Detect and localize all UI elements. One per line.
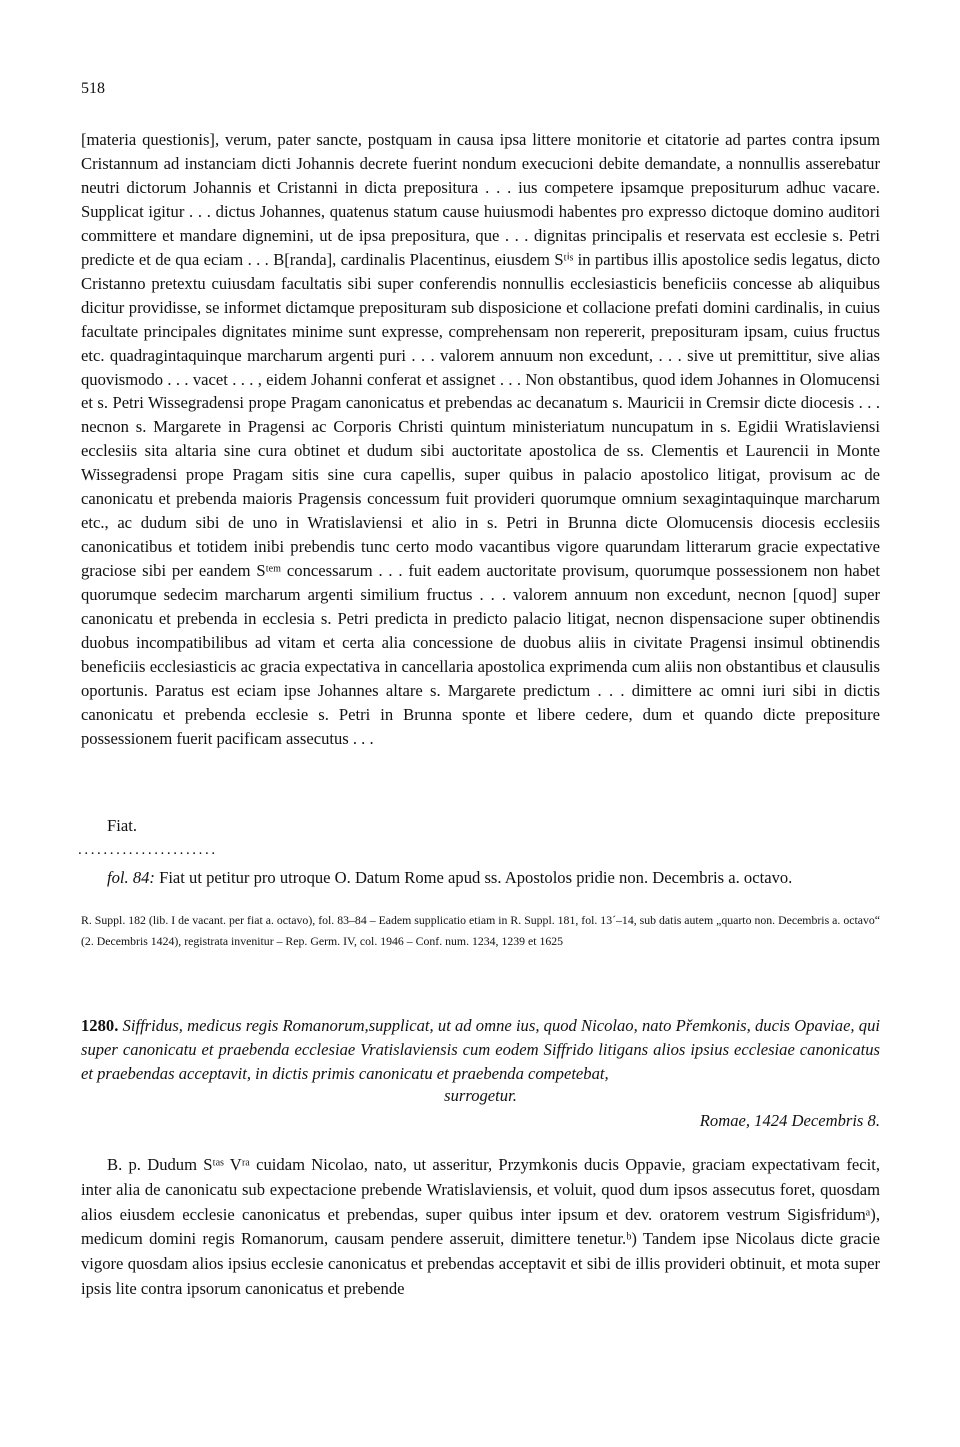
critical-apparatus: R. Suppl. 182 (lib. I de vacant. per fiat a. octavo), fol. 83–84 – Eadem supplicatio etiam in R. Suppl. 181, fol. 13´–14, sub datis autem „quarto non. Decembris a. octavo“ (2. Decembris 1424), registrata invenitur – Rep. Germ. IV, col. 1946 – Conf. num. 1234, 1239 et 1625	[81, 913, 880, 948]
body-text-paragraph: B. p. Dudum Sᵗᵃˢ Vʳᵃ cuidam Nicolao, nato, ut asseritur, Przymkonis ducis Oppavie, graciam expectativam fecit, inter alia de canonicatu sub expectacione prebende Wratislaviensis, et voluit, quod dum ipsos assecutus foret, quosdam alios eiusdem ecclesie canonicatus et prebendas, super quibus inter ipsum et dev. oratorem vestrum Sigisfridumᵃ), medicum domini regis Romanorum, causam pendere asseruit, dimittere tenetur.ᵇ) Tandem ipse Nicolaus dicte gracie vigore quosdam alios ipsius ecclesie canonicatus et prebendas acceptavit et sibi de illis provideri obtinuit, et mota super ipsis lite contra ipsorum canonicatus et prebende	[81, 1155, 880, 1298]
main-text-paragraph: [materia questionis], verum, pater sancte, postquam in causa ipsa littere monitorie et citatorie ad partes contra ipsum Cristannum ad instanciam dicti Johannis decrete fuerint nondum execucioni debite demandate, a nonnullis asserebatur neutri dictorum Johannis et Cristanni in dicta prepositura . . . ius competere ipsamque prepositurum adhuc vacare. Supplicat igitur . . . dictus Johannes, quatenus statum cause huiusmodi habentes pro expresso dictoque domino auditori committere et mandare dignemini, ut de ipsa prepositura, que . . . dignitas principalis et reservata est ecclesie s. Petri predicte et de qua eciam . . . B[randa], cardinalis Placentinus, eiusdem Sᵗⁱˢ in partibus illis apostolice sedis legatus, dicto Cristanno pretextu cuiusdam facultatis sibi super conferendis nonnullis ecclesiasticis beneficiis concesse ab aliquibus dicitur providisse, se informet dictamque preposituram sub disposicione et collacione prefati domini cardinalis, in cuius facultate principales dignitates minime sunt expresse, comprehensam non repererit, preposituram ipsam, cuius fructus etc. quadragintaquinque marcharum argenti puri . . . valorem annuum non excedunt, . . . sive ut premittitur, sive alias quovismodo . . . vacet . . . , eidem Johanni conferat et assignet . . . Non obstantibus, quod idem Johannes in Olomucensi et s. Petri Wissegradensi prope Pragam canonicatus et prebendas ac decanatum s. Mauricii in Cremsir dicte diocesis . . . necnon s. Margarete in Pragensi ac Corporis Christi quintum ministeriatum nuncupatum in s. Egidii Wratislaviensi ecclesiis sita altaria sine cura obtinet et dudum sibi auctoritate apostolica de ss. Clementis et Laurencii in Monte Wissegradensi prope Pragam sitis sine cura capellis, super quibus in palacio apostolico litigat, provisum ac de canonicatu et prebenda maioris Pragensis concessum fuit provideri quorumque omnium sexagintaquinque marcharum etc., ac dudum sibi de uno in Wratislaviensi et alio in s. Petri in Brunna dicte Olomucensis diocesis ecclesiis canonicatibus et totidem inibi prebendis tunc certo modo vacantibus vigore quarundam litterarum gracie expectative graciose sibi per eandem Sᵗᵉᵐ concessarum . . . fuit eadem auctoritate provisum, quorumque possessionem non habet quorumque sedecim marcharum argenti similium fructus . . . valorem annuum non excedunt, necnon [quod] super canonicatu et prebenda in ecclesia s. Petri predicta in predicto palacio litigat, necnon dispensacione super obtinendis duobus incompatibilibus ad vitam et certa alia concessione de duobus aliis in civitate Pragensi insimul obtinendis beneficiis ecclesiasticis ac gracia expectativa in cancellaria apostolica exprimenda cum aliis non obstantibus et clausulis oportunis. Paratus est eciam ipse Johannes altare s. Margarete predictum . . . dimittere ac omni iuri sibi in dictis canonicatu et prebenda ecclesie s. Petri in Brunna sponte et libere cedere, dum et quando dicte prepositure possessionem fuerit pacificam assecutus . . .	[81, 130, 880, 748]
regest-text: Siffridus, medicus regis Romanorum,supplicat, ut ad omne ius, quod Nicolao, nato Přemkonis, ducis Opaviae, qui super canonicatu et praebenda ecclesiae Vratislaviensis cum eodem Siffrido litigans alios ipsius ecclesiae canonicatus et praebendas acceptavit, in dictis primis canonicatu et praebenda competebat,	[81, 1016, 880, 1083]
fiat-line: Fiat.	[107, 816, 137, 835]
page-number: 518	[81, 80, 105, 97]
regest-number: 1280.	[81, 1016, 119, 1035]
folio-note	[107, 868, 792, 888]
regest-heading	[81, 1014, 880, 1086]
folio-text: Fiat ut petitur pro utroque O. Datum Rome apud ss. Apostolos pridie non. Decembris a. octavo.	[154, 868, 793, 887]
folio-label: fol. 84:	[107, 868, 155, 887]
omission-dots: ......................	[78, 842, 218, 858]
dateline: Romae, 1424 Decembris 8.	[699, 1111, 880, 1130]
regest-tail: surrogetur.	[444, 1086, 517, 1105]
